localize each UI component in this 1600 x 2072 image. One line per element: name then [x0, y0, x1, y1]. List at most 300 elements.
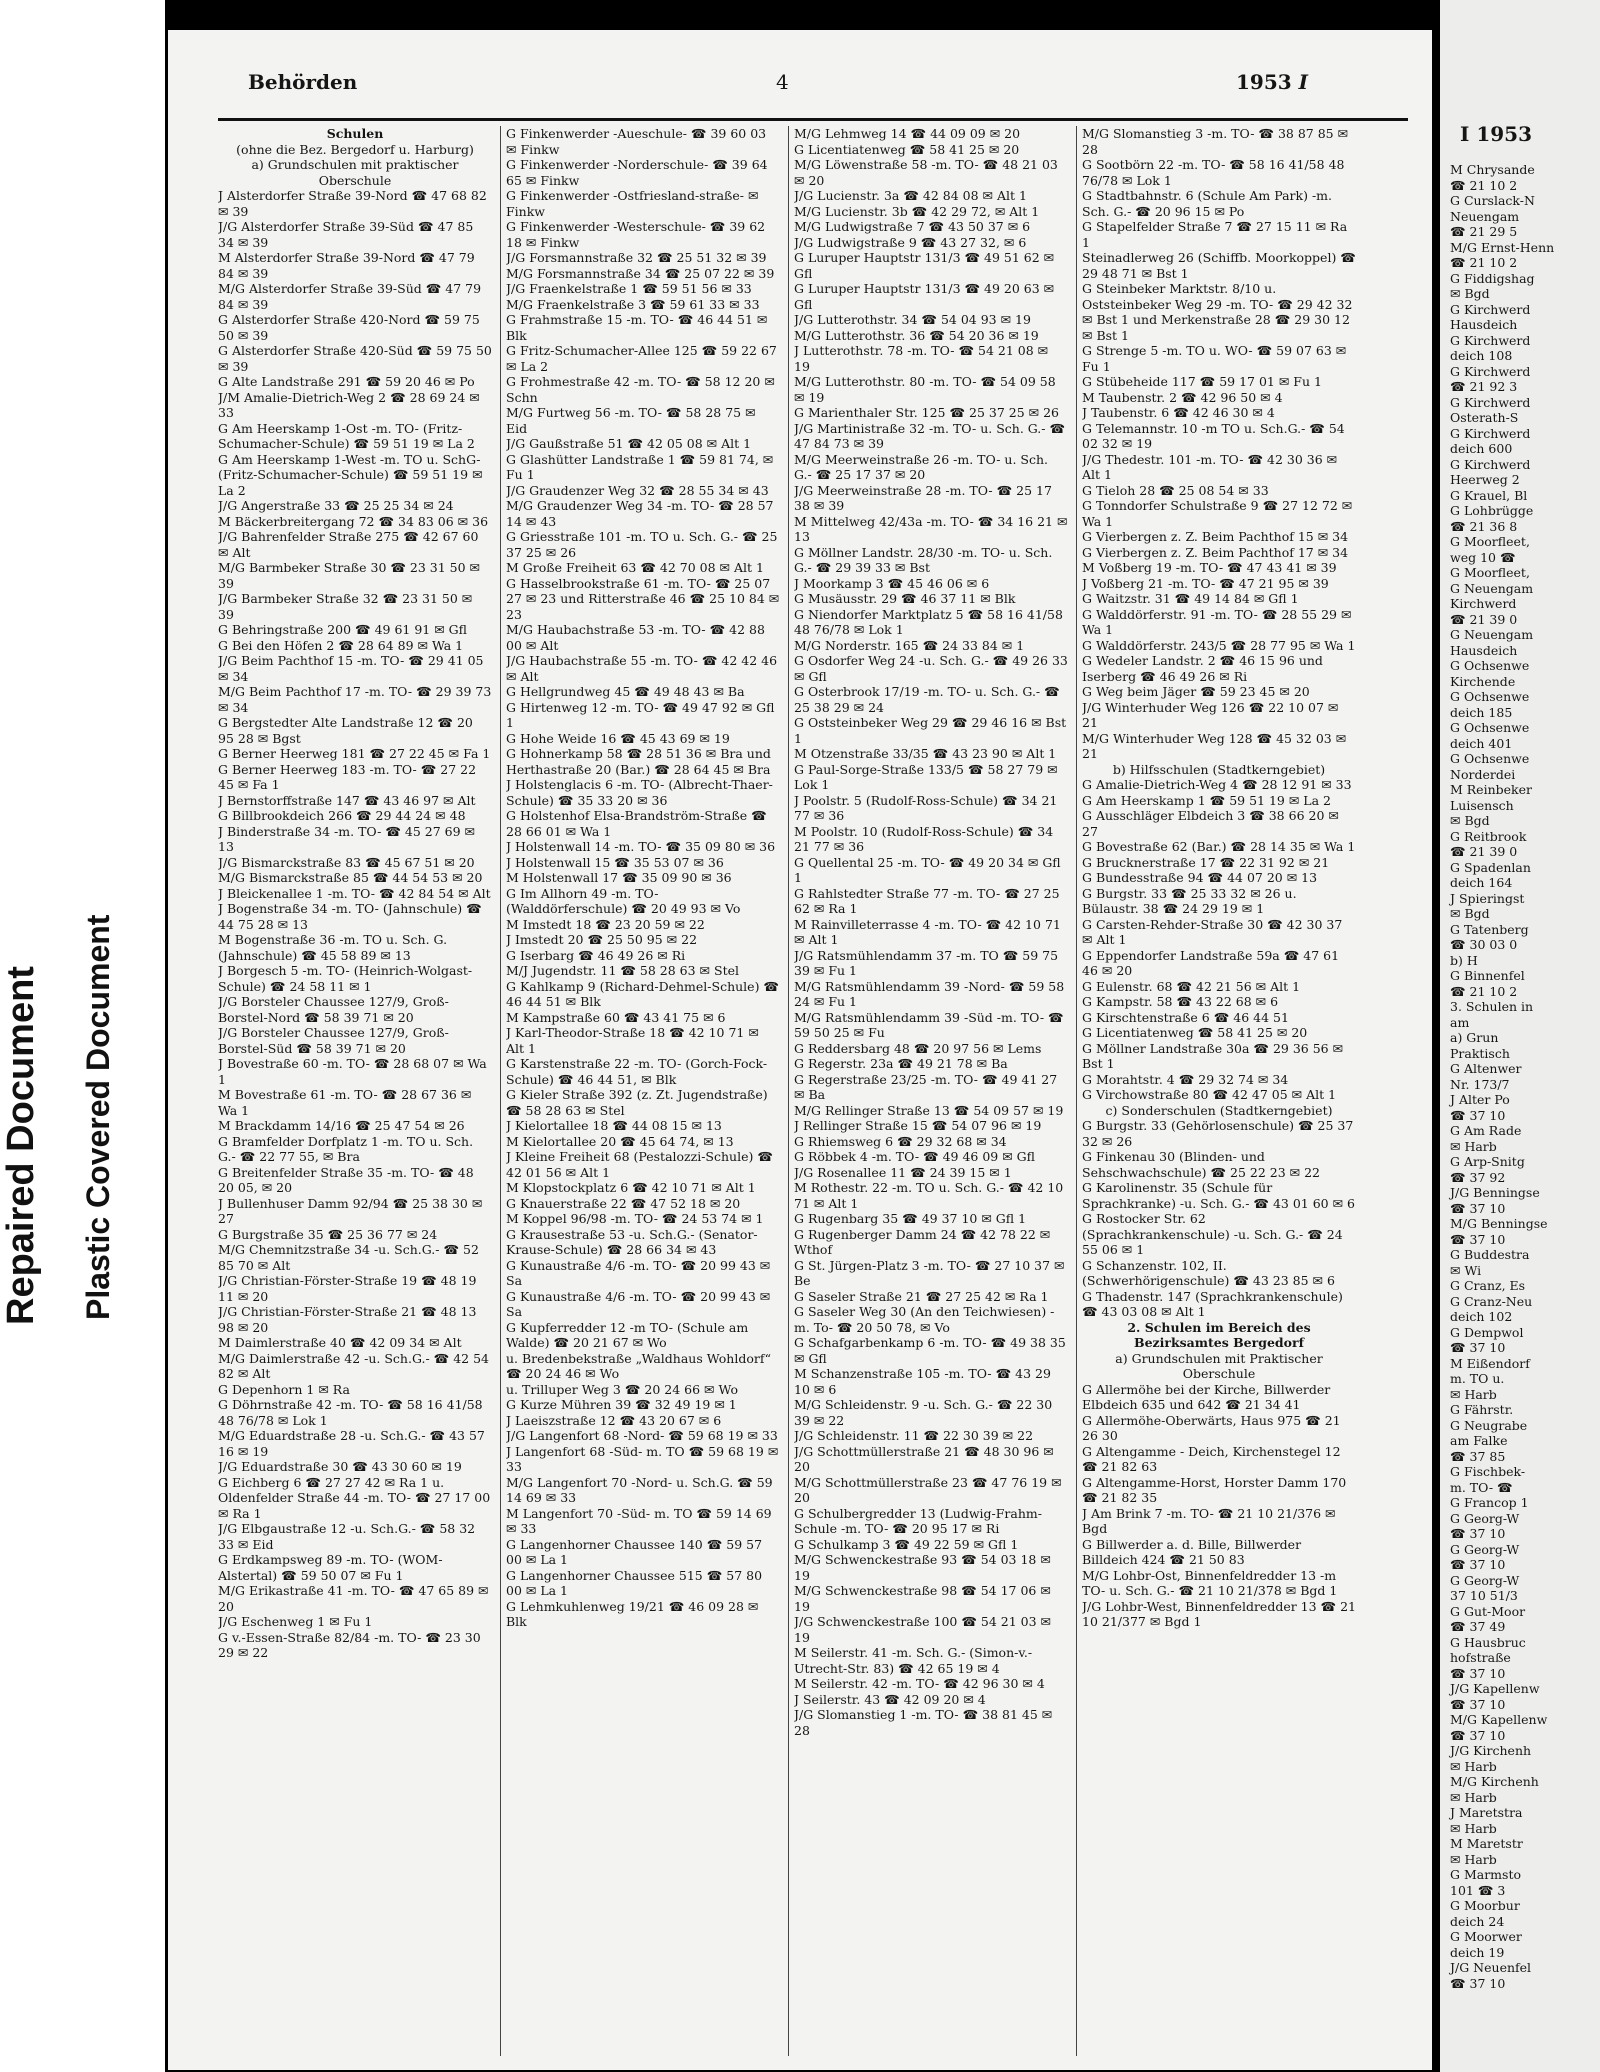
- directory-entry: G Döhrnstraße 42 -m. TO- ☎ 58 16 41/58 48 76/78 ✉ Lok 1: [218, 1397, 483, 1428]
- directory-entry: J Kielortallee 18 ☎ 44 08 15 ✉ 13: [506, 1118, 722, 1133]
- directory-entry: J/G Eschenweg 1 ✉ Fu 1: [218, 1614, 373, 1629]
- directory-entry: G Glashütter Landstraße 1 ☎ 59 81 74, ✉ Fu 1: [506, 451, 774, 482]
- directory-entry: G Eulenstr. 68 ☎ 42 21 56 ✉ Alt 1: [1082, 978, 1301, 994]
- document-page: [168, 30, 1432, 2070]
- directory-entry: G Schulbergredder 13 (Ludwig-Frahm-Schule -m. TO- ☎ 20 95 17 ✉ Ri: [794, 1505, 1042, 1536]
- facing-page-entry: weg 10 ☎: [1450, 549, 1516, 565]
- facing-page-entry: G Georg-W: [1450, 1541, 1520, 1557]
- facing-page-entry: G Neugrabe: [1450, 1417, 1528, 1433]
- directory-entry: G Depenhorn 1 ✉ Ra: [218, 1381, 350, 1397]
- facing-page-entry: G Cranz-Neu: [1450, 1293, 1533, 1309]
- facing-page-entry: ☎ 21 10 2: [1450, 255, 1518, 270]
- directory-entry: G Hohe Weide 16 ☎ 45 43 69 ✉ 19: [506, 730, 730, 746]
- directory-entry: J/G Meerweinstraße 28 -m. TO- ☎ 25 17 38 ✉ 39: [794, 482, 1052, 513]
- header-rule: [218, 118, 1408, 121]
- directory-entry: G Langenhorner Chaussee 140 ☎ 59 57 00 ✉ La 1: [506, 1536, 763, 1567]
- facing-page-entry: G Cranz, Es: [1450, 1278, 1526, 1293]
- directory-entry: G Regerstraße 23/25 -m. TO- ☎ 49 41 27 ✉ Ba: [794, 1071, 1058, 1102]
- facing-page-entry: ✉ Harb: [1450, 1138, 1497, 1154]
- directory-entry: G Im Allhorn 49 -m. TO- (Walddörferschule) ☎ 20 49 93 ✉ Vo: [506, 885, 741, 916]
- facing-page-entry: Luisensch: [1450, 797, 1514, 813]
- directory-entry: G Ausschläger Elbdeich 3 ☎ 38 66 20 ✉ 27: [1082, 808, 1339, 839]
- directory-entry: Steinadlerweg 26 (Schiffb. Moorkoppel) ☎ 29 48 71 ✉ Bst 1: [1082, 250, 1356, 281]
- directory-entry: J Holstenwall 15 ☎ 35 53 07 ✉ 36: [506, 854, 724, 870]
- directory-entry: J Taubenstr. 6 ☎ 42 46 30 ✉ 4: [1082, 405, 1275, 420]
- directory-entry: G Finkenwerder -Ostfriesland-straße- ✉ Finkw: [506, 188, 759, 219]
- facing-page-entry: hofstraße: [1450, 1650, 1511, 1665]
- facing-page-entry: G Ochsenwe: [1450, 751, 1530, 766]
- facing-page-entry: Neuengam: [1450, 208, 1520, 224]
- directory-entry: M Taubenstr. 2 ☎ 42 96 50 ✉ 4: [1082, 389, 1283, 405]
- facing-page-entry: Osterath-S: [1450, 410, 1519, 425]
- facing-page-entry: G Ochsenwe: [1450, 658, 1530, 673]
- directory-entry: G Kunaustraße 4/6 -m. TO- ☎ 20 99 43 ✉ Sa: [506, 1288, 771, 1319]
- facing-page-entry: G Kirchwerd: [1450, 425, 1531, 441]
- directory-entry: M/G Meerweinstraße 26 -m. TO- u. Sch. G.- ☎ 25 17 37 ✉ 20: [794, 451, 1048, 482]
- directory-entry: J Bullenhuser Damm 92/94 ☎ 25 38 30 ✉ 27: [218, 1195, 483, 1226]
- facing-page-entry: G Curslack-N: [1450, 193, 1535, 208]
- directory-entry: M/G Lutterothstr. 80 -m. TO- ☎ 54 09 58 ✉ 19: [794, 374, 1056, 405]
- directory-entry: J/G Schottmüllerstraße 21 ☎ 48 30 96 ✉ 20: [794, 1443, 1054, 1474]
- directory-entry: G Kirschtenstraße 6 ☎ 46 44 51: [1082, 1009, 1289, 1025]
- directory-entry: G Schafgarbenkamp 6 -m. TO- ☎ 49 38 35 ✉ Gfl: [794, 1335, 1066, 1366]
- directory-entry: J Holstenwall 14 -m. TO- ☎ 35 09 80 ✉ 36: [506, 839, 776, 854]
- directory-entry: u. Bredenbekstraße „Waldhaus Wohldorf“ ☎ 20 24 46 ✉ Wo: [506, 1350, 772, 1381]
- directory-entry: J/G Lucienstr. 3a ☎ 42 84 08 ✉ Alt 1: [794, 188, 1027, 203]
- directory-entry: G Oststeinbeker Weg 29 ☎ 29 46 16 ✉ Bst 1: [794, 715, 1067, 746]
- directory-entry: J/G Forsmannstraße 32 ☎ 25 51 32 ✉ 39: [506, 250, 767, 265]
- directory-entry: M/G Fraenkelstraße 3 ☎ 59 61 33 ✉ 33: [506, 296, 760, 312]
- directory-entry: (ohne die Bez. Bergedorf u. Harburg): [236, 141, 474, 157]
- directory-entry: G Virchowstraße 80 ☎ 42 47 05 ✉ Alt 1: [1082, 1087, 1337, 1102]
- directory-entry: G Altengamme-Horst, Horster Damm 170 ☎ 21 82 35: [1082, 1474, 1347, 1505]
- directory-entry: G Langenhorner Chaussee 515 ☎ 57 80 00 ✉ La 1: [506, 1567, 763, 1598]
- facing-page-entry: G Gut-Moor: [1450, 1603, 1526, 1619]
- sidebar-labels: [0, 0, 165, 2072]
- facing-page-entry: J/G Kapellenw: [1450, 1681, 1540, 1696]
- facing-page-entry: am Falke: [1450, 1433, 1508, 1448]
- directory-entry: G Holstenhof Elsa-Brandström-Straße ☎ 28 66 01 ✉ Wa 1: [506, 808, 767, 839]
- directory-entry: G Kurze Mühren 39 ☎ 32 49 19 ✉ 1: [506, 1397, 737, 1412]
- facing-page-entry: Nr. 173/7: [1450, 1076, 1510, 1092]
- facing-page-entry: ✉ Bgd: [1450, 286, 1490, 301]
- directory-entry: G Frohmestraße 42 -m. TO- ☎ 58 12 20 ✉ Schn: [506, 374, 775, 405]
- facing-page-entry: G Fischbek-: [1450, 1464, 1526, 1479]
- directory-entry: G Erdkampsweg 89 -m. TO- (WOM-Alstertal) ☎ 59 50 07 ✉ Fu 1: [218, 1552, 443, 1583]
- directory-entry: G Rahlstedter Straße 77 -m. TO- ☎ 27 25 62 ✉ Ra 1: [794, 885, 1060, 916]
- facing-page-entry: ✉ Bgd: [1450, 813, 1490, 828]
- directory-entry: G Allermöhe-Oberwärts, Haus 975 ☎ 21 26 30: [1082, 1412, 1341, 1443]
- facing-page-entry: deich 401: [1450, 735, 1513, 751]
- facing-page-entry: M Maretstr: [1450, 1836, 1523, 1851]
- facing-page-entry: 3. Schulen in: [1450, 999, 1534, 1014]
- directory-entry: G Am Heerskamp 1 ☎ 59 51 19 ✉ La 2: [1082, 792, 1331, 808]
- directory-entry: M/G Schottmüllerstraße 23 ☎ 47 76 19 ✉ 20: [794, 1474, 1062, 1505]
- directory-entry: M/G Barmbeker Straße 30 ☎ 23 31 50 ✉ 39: [218, 560, 481, 591]
- repaired-document-label: Repaired Document: [0, 966, 42, 1325]
- directory-entry: G Möllner Landstraße 30a ☎ 29 36 56 ✉ Bst 1: [1082, 1040, 1344, 1071]
- directory-entry: J/G Angerstraße 33 ☎ 25 25 34 ✉ 24: [218, 498, 454, 513]
- facing-page-entry: G Neuengam: [1450, 627, 1534, 642]
- facing-page-entry: deich 108: [1450, 348, 1513, 363]
- directory-entry: G Lehmkuhlenweg 19/21 ☎ 46 09 28 ✉ Blk: [506, 1598, 759, 1629]
- directory-entry: M Große Freiheit 63 ☎ 42 70 08 ✉ Alt 1: [506, 560, 764, 575]
- directory-entry: G Kupferredder 12 -m TO- (Schule am Walde) ☎ 20 21 67 ✉ Wo: [506, 1319, 749, 1350]
- facing-page-entry: ☎ 30 03 0: [1450, 937, 1518, 952]
- directory-entry: G Breitenfelder Straße 35 -m. TO- ☎ 48 20 05, ✉ 20: [218, 1164, 474, 1195]
- directory-entry: G Altengamme - Deich, Kirchenstegel 12 ☎ 21 82 63: [1082, 1443, 1341, 1474]
- facing-page-entry: 101 ☎ 3: [1450, 1882, 1506, 1898]
- facing-page-entry: M Eißendorf: [1450, 1355, 1530, 1371]
- facing-page-entry: ☎ 21 39 0: [1450, 611, 1518, 627]
- directory-entry: G Hellgrundweg 45 ☎ 49 48 43 ✉ Ba: [506, 684, 745, 699]
- directory-entry: G Carsten-Rehder-Straße 30 ☎ 42 30 37 ✉ Alt 1: [1082, 916, 1343, 947]
- directory-entry: G Saseler Straße 21 ☎ 27 25 42 ✉ Ra 1: [794, 1288, 1049, 1304]
- directory-entry: G Finkenwerder -Aueschule- ☎ 39 60 03 ✉ Finkw: [506, 126, 767, 157]
- directory-entry: M/G Langenfort 70 -Nord- u. Sch.G. ☎ 59 14 69 ✉ 33: [506, 1474, 773, 1505]
- year: 1953: [1236, 70, 1292, 94]
- facing-page-entry: 37 10 51/3: [1450, 1588, 1518, 1603]
- facing-page-entry: Hausdeich: [1450, 317, 1518, 332]
- facing-page-header: I 1953: [1460, 122, 1532, 146]
- facing-page-entry: G Kirchwerd: [1450, 363, 1531, 379]
- facing-page-entry: G Krauel, Bl: [1450, 487, 1528, 503]
- facing-page-entry: G Neuengam: [1450, 580, 1534, 596]
- directory-entry: M/G Löwenstraße 58 -m. TO- ☎ 48 21 03 ✉ 20: [794, 157, 1058, 188]
- directory-entry: a) Grundschulen mit praktischer Oberschule: [251, 157, 459, 188]
- directory-entry: G Rostocker Str. 62 (Sprachkrankenschule) -u. Sch. G.- ☎ 24 55 06 ✉ 1: [1082, 1211, 1343, 1257]
- directory-entry: M Brackdamm 14/16 ☎ 25 47 54 ✉ 26: [218, 1118, 465, 1133]
- directory-entry: u. Trilluper Weg 3 ☎ 20 24 66 ✉ Wo: [506, 1381, 738, 1397]
- directory-entry: G Behringstraße 200 ☎ 49 61 91 ✉ Gfl: [218, 622, 467, 637]
- directory-entry: G Eppendorfer Landstraße 59a ☎ 47 61 46 ✉ 20: [1082, 947, 1340, 978]
- directory-entry: M/G Erikastraße 41 -m. TO- ☎ 47 65 89 ✉ 20: [218, 1583, 489, 1614]
- directory-entry: M Poolstr. 10 (Rudolf-Ross-Schule) ☎ 34 21 77 ✉ 36: [794, 823, 1054, 854]
- facing-page-entry: J Spieringst: [1450, 890, 1525, 906]
- directory-entry: G Finkenau 30 (Blinden- und Sehschwachschule) ☎ 25 22 23 ✉ 22: [1082, 1149, 1320, 1180]
- directory-entry: J/G Martinistraße 32 -m. TO- u. Sch. G.- ☎ 47 84 73 ✉ 39: [794, 420, 1066, 451]
- directory-entry: G Bramfelder Dorfplatz 1 -m. TO u. Sch. G.- ☎ 22 77 55, ✉ Bra: [218, 1133, 474, 1164]
- facing-page-entry: ☎ 37 10: [1450, 1665, 1506, 1681]
- facing-page-entry: Norderdei: [1450, 766, 1516, 782]
- directory-entry: G Billwerder a. d. Bille, Billwerder Billdeich 424 ☎ 21 50 83: [1082, 1536, 1302, 1567]
- directory-entry: G Walddörferstr. 91 -m. TO- ☎ 28 55 29 ✉ Wa 1: [1082, 606, 1352, 637]
- directory-entry: M/G Ludwigstraße 7 ☎ 43 50 37 ✉ 6: [794, 219, 1031, 234]
- directory-entry: J/G Fraenkelstraße 1 ☎ 59 51 56 ✉ 33: [506, 281, 752, 296]
- directory-entry: G Burgstr. 33 ☎ 25 33 32 ✉ 26 u. Bülaustr. 38 ☎ 24 29 19 ✉ 1: [1082, 885, 1297, 916]
- directory-entry: G Bundesstraße 94 ☎ 44 07 20 ✉ 13: [1082, 870, 1318, 885]
- facing-page-entry: G Moorwer: [1450, 1929, 1522, 1944]
- directory-entry: G Regerstr. 23a ☎ 49 21 78 ✉ Ba: [794, 1056, 1008, 1071]
- facing-page: [1440, 0, 1600, 2072]
- facing-page-entry: ✉ Harb: [1450, 1789, 1497, 1805]
- directory-entry: M Seilerstr. 42 -m. TO- ☎ 42 96 30 ✉ 4: [794, 1676, 1045, 1691]
- column-divider: [788, 126, 789, 2056]
- directory-entry: G Hirtenweg 12 -m. TO- ☎ 49 47 92 ✉ Gfl 1: [506, 699, 775, 730]
- facing-page-entry: G Altenwer: [1450, 1061, 1522, 1076]
- directory-entry: M Kampstraße 60 ☎ 43 41 75 ✉ 6: [506, 1009, 726, 1025]
- directory-entry: G Reddersbarg 48 ☎ 20 97 56 ✉ Lems: [794, 1040, 1042, 1056]
- directory-entry: G Marienthaler Str. 125 ☎ 25 37 25 ✉ 26: [794, 405, 1060, 420]
- directory-entry: G St. Jürgen-Platz 3 -m. TO- ☎ 27 10 37 ✉ Be: [794, 1257, 1065, 1288]
- page-header: [168, 70, 1432, 110]
- facing-page-entry: deich 600: [1450, 441, 1513, 456]
- facing-page-entry: G Ochsenwe: [1450, 689, 1530, 704]
- directory-entry: M Holstenwall 17 ☎ 35 09 90 ✉ 36: [506, 870, 732, 885]
- directory-entry: G Schulkamp 3 ☎ 49 22 59 ✉ Gfl 1: [794, 1536, 1019, 1552]
- facing-page-entry: G Ochsenwe: [1450, 720, 1530, 735]
- facing-page-entry: deich 24: [1450, 1913, 1505, 1929]
- directory-entry: J/G Borsteler Chaussee 127/9, Groß-Borstel-Nord ☎ 58 39 71 ✉ 20: [218, 994, 449, 1025]
- directory-entry: M Kielortallee 20 ☎ 45 64 74, ✉ 13: [506, 1133, 734, 1149]
- directory-entry: G Amalie-Dietrich-Weg 4 ☎ 28 12 91 ✉ 33: [1082, 777, 1352, 792]
- directory-entry: M/G Eduardstraße 28 -u. Sch.G.- ☎ 43 57 16 ✉ 19: [218, 1428, 485, 1459]
- directory-entry: J Imstedt 20 ☎ 25 50 95 ✉ 22: [506, 932, 698, 947]
- directory-entry: G Quellental 25 -m. TO- ☎ 49 20 34 ✉ Gfl 1: [794, 854, 1061, 885]
- directory-entry: c) Sonderschulen (Stadtkerngebiet): [1105, 1102, 1333, 1118]
- directory-entry: G Tieloh 28 ☎ 25 08 54 ✉ 33: [1082, 482, 1269, 498]
- directory-entry: J/G Barmbeker Straße 32 ☎ 23 31 50 ✉ 39: [218, 591, 473, 622]
- facing-page-entry: G Moorbur: [1450, 1898, 1520, 1913]
- directory-entry: G Alsterdorfer Straße 420-Nord ☎ 59 75 50 ✉ 39: [218, 312, 480, 343]
- page-number: 4: [776, 70, 789, 94]
- facing-page-entry: G Kirchwerd: [1450, 301, 1531, 317]
- directory-entry: G Finkenwerder -Norderschule- ☎ 39 64 65 ✉ Finkw: [506, 157, 768, 188]
- facing-page-entry: b) H: [1450, 952, 1478, 968]
- directory-entry: G Berner Heerweg 181 ☎ 27 22 45 ✉ Fa 1: [218, 746, 491, 761]
- section-title: Behörden: [248, 70, 358, 94]
- directory-entry: G Paul-Sorge-Straße 133/5 ☎ 58 27 79 ✉ Lok 1: [794, 761, 1058, 792]
- directory-entry: G Eichberg 6 ☎ 27 27 42 ✉ Ra 1 u. Oldenfelder Straße 44 -m. TO- ☎ 27 17 00 ✉ Ra 1: [218, 1474, 491, 1521]
- directory-entry: M/G Daimlerstraße 42 -u. Sch.G.- ☎ 42 54 82 ✉ Alt: [218, 1350, 489, 1381]
- directory-entry: Schulen: [326, 126, 384, 141]
- facing-page-entry: am: [1450, 1014, 1470, 1030]
- facing-page-entry: ☎ 21 36 8: [1450, 518, 1518, 534]
- directory-entry: G Burgstr. 33 (Gehörlosenschule) ☎ 25 37 32 ✉ 26: [1082, 1118, 1354, 1149]
- directory-entry: G Steinbeker Marktstr. 8/10 u. Oststeinbeker Weg 29 -m. TO- ☎ 29 42 32 ✉ Bst 1 und Merkenstraße 28 ☎ 29 30 12 ✉ Bst 1: [1082, 281, 1353, 343]
- directory-entry: G Frahmstraße 15 -m. TO- ☎ 46 44 51 ✉ Blk: [506, 312, 768, 343]
- facing-page-entry: deich 164: [1450, 875, 1513, 890]
- directory-entry: G Wedeler Landstr. 2 ☎ 46 15 96 und Iserberg ☎ 46 49 26 ✉ Ri: [1082, 653, 1323, 684]
- directory-entry: G Sootbörn 22 -m. TO- ☎ 58 16 41/58 48 76/78 ✉ Lok 1: [1082, 157, 1345, 188]
- facing-page-entry: deich 185: [1450, 704, 1513, 720]
- column-divider: [500, 126, 501, 2056]
- directory-entry: G Telemannstr. 10 -m TO u. Sch.G.- ☎ 54 02 32 ✉ 19: [1082, 420, 1345, 451]
- facing-page-entry: J/G Benningse: [1450, 1185, 1540, 1200]
- directory-entry: J/G Borsteler Chaussee 127/9, Groß-Borstel-Süd ☎ 58 39 71 ✉ 20: [218, 1025, 449, 1056]
- directory-entry: G Hasselbrookstraße 61 -m. TO- ☎ 25 07 27 ✉ 23 und Ritterstraße 46 ☎ 25 10 84 ✉ 23: [506, 575, 780, 622]
- facing-page-entry: ✉ Bgd: [1450, 906, 1490, 921]
- directory-entry: M Mittelweg 42/43a -m. TO- ☎ 34 16 21 ✉ 13: [794, 513, 1068, 544]
- facing-page-entry: Hausdeich: [1450, 642, 1518, 658]
- directory-entry: G Iserbarg ☎ 46 49 26 ✉ Ri: [506, 947, 686, 963]
- directory-entry: M Alsterdorfer Straße 39-Nord ☎ 47 79 84 ✉ 39: [218, 250, 475, 281]
- facing-page-entry: M Chrysande: [1450, 162, 1535, 177]
- directory-entry: G Fritz-Schumacher-Allee 125 ☎ 59 22 67 ✉ La 2: [506, 343, 777, 374]
- directory-entry: G Strenge 5 -m. TO u. WO- ☎ 59 07 63 ✉ Fu 1: [1082, 343, 1347, 374]
- directory-entry: J/G Gaußstraße 51 ☎ 42 05 08 ✉ Alt 1: [506, 436, 752, 451]
- directory-entry: G Kunaustraße 4/6 -m. TO- ☎ 20 99 43 ✉ Sa: [506, 1257, 771, 1288]
- directory-entry: G Alte Landstraße 291 ☎ 59 20 46 ✉ Po: [218, 374, 475, 389]
- directory-entry: J Seilerstr. 43 ☎ 42 09 20 ✉ 4: [794, 1691, 986, 1707]
- directory-entry: M Rothestr. 22 -m. TO u. Sch. G.- ☎ 42 10 71 ✉ Alt 1: [794, 1180, 1064, 1211]
- directory-entry: J/G Haubachstraße 55 -m. TO- ☎ 42 42 46 ✉ Alt: [506, 653, 778, 684]
- directory-entry: G Karolinenstr. 35 (Schule für Sprachkranke) -u. Sch. G.- ☎ 43 01 60 ✉ 6: [1082, 1180, 1355, 1211]
- facing-page-entry: G Reitbrook: [1450, 828, 1527, 844]
- directory-entry: M/G Bismarckstraße 85 ☎ 44 54 53 ✉ 20: [218, 870, 483, 885]
- directory-entry: G Stadtbahnstr. 6 (Schule Am Park) -m. Sch. G.- ☎ 20 96 15 ✉ Po: [1082, 188, 1333, 219]
- facing-page-entry: ☎ 37 10: [1450, 1107, 1506, 1123]
- facing-page-entry: G Binnenfel: [1450, 968, 1525, 983]
- facing-page-entry: G Dempwol: [1450, 1324, 1524, 1340]
- facing-page-entry: G Lohbrügge: [1450, 503, 1534, 518]
- directory-entry: M/G Slomanstieg 3 -m. TO- ☎ 38 87 85 ✉ 28: [1082, 126, 1349, 157]
- directory-entry: J Borgesch 5 -m. TO- (Heinrich-Wolgast-Schule) ☎ 24 58 11 ✉ 1: [218, 963, 473, 994]
- directory-entry: J/G Lohbr-West, Binnenfeldredder 13 ☎ 21 10 21/377 ✉ Bgd 1: [1082, 1598, 1356, 1629]
- facing-page-entry: ☎ 37 10: [1450, 1200, 1506, 1216]
- facing-page-entry: ☎ 21 10 2: [1450, 983, 1518, 999]
- directory-entry: G Möllner Landstr. 28/30 -m. TO- u. Sch. G.- ☎ 29 39 33 ✉ Bst: [794, 544, 1053, 575]
- directory-entry: M/G Schleidenstr. 9 -u. Sch. G.- ☎ 22 30 39 ✉ 22: [794, 1397, 1053, 1428]
- directory-entry: G Kampstr. 58 ☎ 43 22 68 ✉ 6: [1082, 994, 1279, 1009]
- column-4: [1082, 126, 1356, 2056]
- directory-entry: G Licentiatenweg ☎ 58 41 25 ✉ 20: [794, 141, 1020, 157]
- directory-entry: M/G Chemnitzstraße 34 -u. Sch.G.- ☎ 52 85 70 ✉ Alt: [218, 1242, 479, 1273]
- directory-entry: M Bovestraße 61 -m. TO- ☎ 28 67 36 ✉ Wa 1: [218, 1087, 472, 1118]
- facing-page-entry: G Fiddigshag: [1450, 270, 1535, 286]
- facing-page-entry: M/G Kirchenh: [1450, 1774, 1539, 1789]
- directory-entry: G Rugenbarg 35 ☎ 49 37 10 ✉ Gfl 1: [794, 1211, 1027, 1226]
- directory-entry: J Bovestraße 60 -m. TO- ☎ 28 68 07 ✉ Wa 1: [218, 1056, 487, 1087]
- facing-page-entry: ☎ 37 10: [1450, 1526, 1506, 1541]
- directory-entry: G Hohnerkamp 58 ☎ 28 51 36 ✉ Bra und Herthastraße 20 (Bar.) ☎ 28 64 45 ✉ Bra: [506, 746, 771, 777]
- directory-entry: J Poolstr. 5 (Rudolf-Ross-Schule) ☎ 34 21 77 ✉ 36: [794, 792, 1058, 823]
- directory-entry: G Bergstedter Alte Landstraße 12 ☎ 20 95 28 ✉ Bgst: [218, 715, 473, 746]
- directory-entry: G Weg beim Jäger ☎ 59 23 45 ✉ 20: [1082, 684, 1310, 699]
- facing-page-entry: J Alter Po: [1450, 1092, 1510, 1107]
- facing-page-entry: G Georg-W: [1450, 1572, 1520, 1588]
- facing-page-entry: G Kirchwerd: [1450, 394, 1531, 410]
- directory-entry: G Osterbrook 17/19 -m. TO- u. Sch. G.- ☎ 25 38 29 ✉ 24: [794, 684, 1060, 715]
- directory-entry: J/G Beim Pachthof 15 -m. TO- ☎ 29 41 05 ✉ 34: [218, 653, 484, 684]
- directory-entry: G Walddörferstr. 243/5 ☎ 28 77 95 ✉ Wa 1: [1082, 637, 1356, 653]
- directory-entry: J/G Eduardstraße 30 ☎ 43 30 60 ✉ 19: [218, 1459, 462, 1474]
- facing-page-entry: G Moorfleet,: [1450, 565, 1530, 580]
- directory-entry: b) Hilfsschulen (Stadtkerngebiet): [1112, 761, 1326, 777]
- directory-entry: J/G Ludwigstraße 9 ☎ 43 27 32, ✉ 6: [794, 234, 1027, 250]
- directory-entry: J/G Christian-Förster-Straße 19 ☎ 48 19 11 ✉ 20: [218, 1273, 477, 1304]
- facing-page-entry: M Reinbeker: [1450, 782, 1532, 797]
- facing-page-entry: G Moorfleet,: [1450, 534, 1530, 549]
- directory-entry: G Billbrookdeich 266 ☎ 29 44 24 ✉ 48: [218, 808, 466, 823]
- facing-page-entry: M/G Benningse: [1450, 1216, 1548, 1231]
- facing-page-entry: G Kirchwerd: [1450, 456, 1531, 472]
- year-volume: [1236, 70, 1308, 94]
- column-divider: [1076, 126, 1077, 2056]
- facing-page-entry: ☎ 37 10: [1450, 1340, 1506, 1355]
- facing-page-entry: ☎ 37 10: [1450, 1696, 1506, 1712]
- directory-entry: J/G Elbgaustraße 12 -u. Sch.G.- ☎ 58 32 33 ✉ Eid: [218, 1521, 476, 1552]
- volume: I: [1298, 70, 1308, 94]
- facing-page-entry: ☎ 21 10 2: [1450, 177, 1518, 193]
- facing-page-entry: ☎ 37 49: [1450, 1619, 1506, 1634]
- facing-page-entry: M/G Kapellenw: [1450, 1712, 1548, 1727]
- directory-entry: G Vierbergen z. Z. Beim Pachthof 17 ✉ 34: [1082, 544, 1349, 560]
- facing-page-entry: Heerweg 2: [1450, 472, 1520, 487]
- directory-entry: G Rhiemsweg 6 ☎ 29 32 68 ✉ 34: [794, 1133, 1007, 1149]
- directory-entry: G Brucknerstraße 17 ☎ 22 31 92 ✉ 21: [1082, 854, 1330, 870]
- facing-page-entry: G Spadenlan: [1450, 859, 1531, 875]
- directory-entry: J Holstenglacis 6 -m. TO- (Albrecht-Thaer-Schule) ☎ 35 33 20 ✉ 36: [506, 777, 773, 808]
- directory-entry: M Langenfort 70 -Süd- m. TO ☎ 59 14 69 ✉ 33: [506, 1505, 772, 1536]
- directory-entry: G Licentiatenweg ☎ 58 41 25 ✉ 20: [1082, 1025, 1308, 1040]
- directory-entry: G Kieler Straße 392 (z. Zt. Jugendstraße) ☎ 58 28 63 ✉ Stel: [506, 1087, 768, 1118]
- facing-page-entry: ☎ 21 92 3: [1450, 379, 1518, 394]
- directory-entry: J Rellinger Straße 15 ☎ 54 07 96 ✉ 19: [794, 1118, 1042, 1133]
- facing-page-entry: m. TO u.: [1450, 1371, 1505, 1386]
- directory-entry: G Griesstraße 101 -m. TO u. Sch. G.- ☎ 25 37 25 ✉ 26: [506, 529, 778, 560]
- directory-entry: J Moorkamp 3 ☎ 45 46 06 ✉ 6: [794, 575, 990, 591]
- directory-entry: M Schanzenstraße 105 -m. TO- ☎ 43 29 10 ✉ 6: [794, 1366, 1051, 1397]
- directory-entry: G Kahlkamp 9 (Richard-Dehmel-Schule) ☎ 46 44 51 ✉ Blk: [506, 978, 779, 1009]
- directory-entry: G Osdorfer Weg 24 -u. Sch. G.- ☎ 49 26 33 ✉ Gfl: [794, 653, 1068, 684]
- directory-entry: M/G Rellinger Straße 13 ☎ 54 09 57 ✉ 19: [794, 1102, 1064, 1118]
- facing-page-entry: ✉ Harb: [1450, 1820, 1497, 1836]
- directory-entry: G Waitzstr. 31 ☎ 49 14 84 ✉ Gfl 1: [1082, 591, 1299, 606]
- facing-page-entry: deich 19: [1450, 1944, 1505, 1960]
- directory-entry: M/G Lehmweg 14 ☎ 44 09 09 ✉ 20: [794, 126, 1021, 141]
- facing-page-entry: ☎ 37 92: [1450, 1169, 1506, 1185]
- directory-entry: 2. Schulen im Bereich des Bezirksamtes Bergedorf: [1127, 1319, 1311, 1350]
- facing-page-entry: ✉ Harb: [1450, 1386, 1497, 1402]
- directory-entry: M/G Schwenckestraße 98 ☎ 54 17 06 ✉ 19: [794, 1583, 1051, 1614]
- directory-entry: G Am Heerskamp 1-Ost -m. TO- (Fritz-Schumacher-Schule) ☎ 59 51 19 ✉ La 2: [218, 420, 475, 451]
- directory-entry: J/G Bismarckstraße 83 ☎ 45 67 51 ✉ 20: [218, 854, 475, 870]
- facing-page-entry: ☎ 37 10: [1450, 1231, 1506, 1247]
- directory-entry: J/G Graudenzer Weg 32 ☎ 28 55 34 ✉ 43: [506, 482, 769, 498]
- directory-entry: J/G Rosenallee 11 ☎ 24 39 15 ✉ 1: [794, 1164, 1012, 1180]
- plastic-covered-document-label: Plastic Covered Document: [80, 914, 116, 1320]
- facing-page-entry: ☎ 37 10: [1450, 1975, 1506, 1991]
- facing-page-entry: M/G Ernst-Henn: [1450, 239, 1555, 255]
- facing-page-entry: J Maretstra: [1450, 1805, 1523, 1820]
- facing-page-entry: G Arp-Snitg: [1450, 1154, 1525, 1169]
- facing-page-entry: G Tatenberg: [1450, 921, 1529, 937]
- directory-entry: G Stübeheide 117 ☎ 59 17 01 ✉ Fu 1: [1082, 374, 1322, 389]
- column-2: [506, 126, 780, 2056]
- directory-entry: M/J Jugendstr. 11 ☎ 58 28 63 ✉ Stel: [506, 963, 739, 978]
- directory-entry: M/G Beim Pachthof 17 -m. TO- ☎ 29 39 73 ✉ 34: [218, 684, 492, 715]
- facing-page-entry: ☎ 37 85: [1450, 1448, 1506, 1464]
- facing-page-entry: Kirchende: [1450, 673, 1516, 689]
- directory-entry: G Alsterdorfer Straße 420-Süd ☎ 59 75 50 ✉ 39: [218, 343, 492, 374]
- directory-entry: M Imstedt 18 ☎ 23 20 59 ✉ 22: [506, 916, 705, 932]
- directory-entry: M Klopstockplatz 6 ☎ 42 10 71 ✉ Alt 1: [506, 1180, 756, 1195]
- directory-entry: M/G Winterhuder Weg 128 ☎ 45 32 03 ✉ 21: [1082, 730, 1347, 761]
- directory-entry: J/G Langenfort 68 -Nord- ☎ 59 68 19 ✉ 33: [506, 1428, 778, 1443]
- directory-entry: M Bäckerbreitergang 72 ☎ 34 83 06 ✉ 36: [218, 513, 489, 529]
- facing-page-entry: G Buddestra: [1450, 1247, 1530, 1262]
- directory-entry: J/G Alsterdorfer Straße 39-Süd ☎ 47 85 34 ✉ 39: [218, 219, 474, 250]
- directory-entry: G Schanzenstr. 102, II. (Schwerhörigenschule) ☎ 43 23 85 ✉ 6: [1082, 1257, 1335, 1288]
- directory-entry: J Kleine Freiheit 68 (Pestalozzi-Schule) ☎ 42 01 56 ✉ Alt 1: [506, 1149, 773, 1180]
- directory-entry: G Musäusstr. 29 ☎ 46 37 11 ✉ Blk: [794, 591, 1016, 606]
- directory-entry: J Karl-Theodor-Straße 18 ☎ 42 10 71 ✉ Alt 1: [506, 1025, 759, 1056]
- directory-entry: G Vierbergen z. Z. Beim Pachthof 15 ✉ 34: [1082, 529, 1349, 544]
- directory-entry: M Bogenstraße 36 -m. TO u. Sch. G. (Jahnschule) ☎ 45 58 89 ✉ 13: [218, 932, 448, 963]
- directory-entry: J/G Schleidenstr. 11 ☎ 22 30 39 ✉ 22: [794, 1428, 1034, 1443]
- directory-entry: M/G Lucienstr. 3b ☎ 42 29 72, ✉ Alt 1: [794, 203, 1040, 219]
